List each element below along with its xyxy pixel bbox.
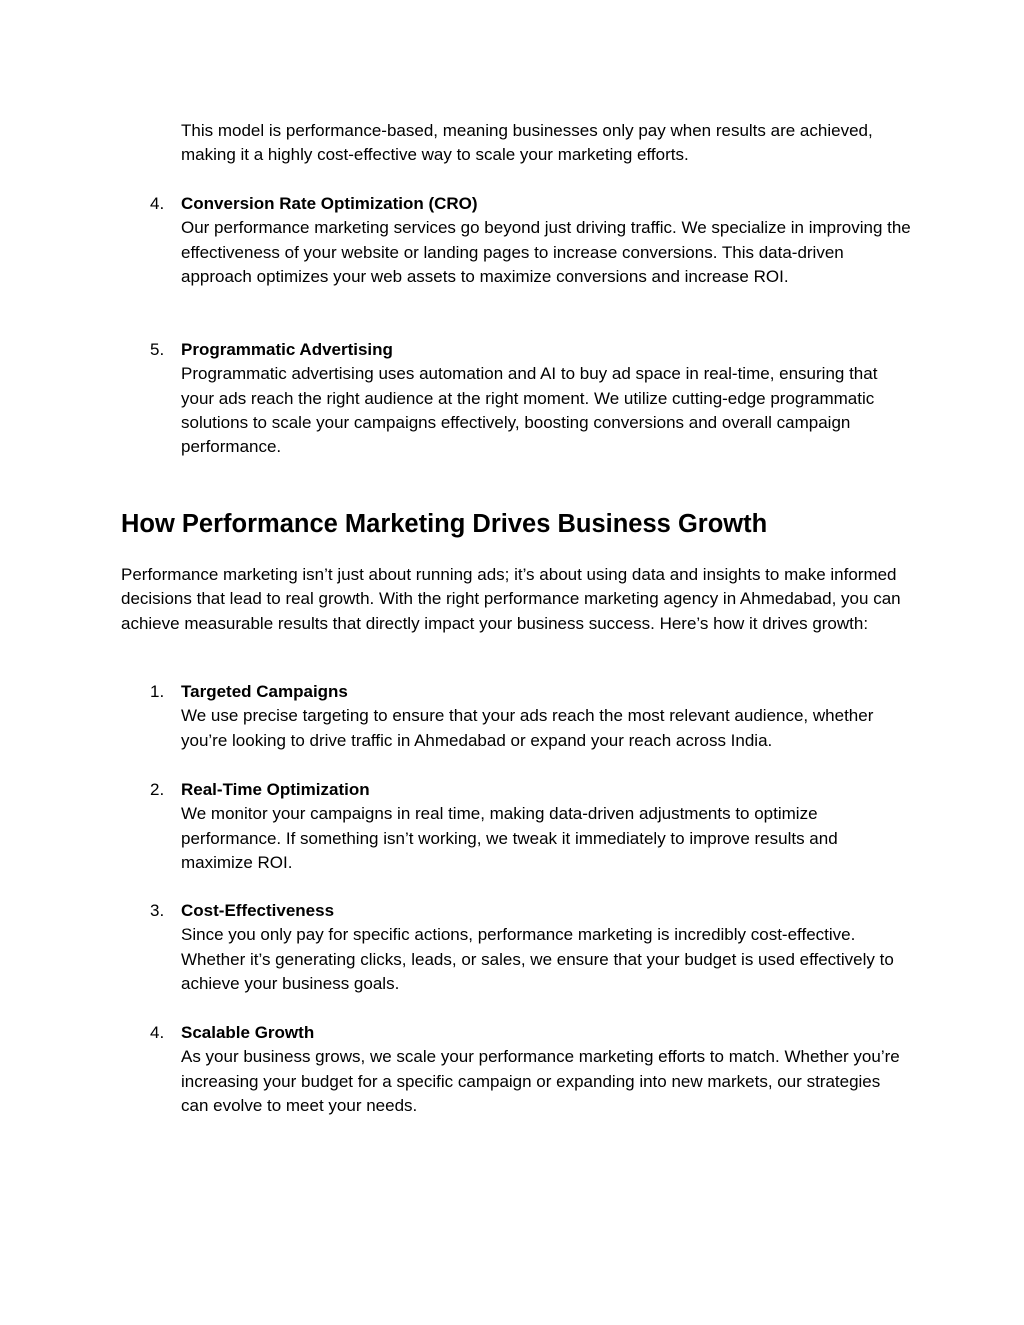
list-item-title: Programmatic Advertising xyxy=(181,340,393,359)
intro-continuation-paragraph: This model is performance-based, meaning businesses only pay when results are achieved, making it a highly cost-effective way to scale your marketing efforts. xyxy=(181,121,873,165)
list-item-title: Targeted Campaigns xyxy=(181,682,348,701)
list-item-title: Real-Time Optimization xyxy=(181,780,370,799)
list-item-body: As your business grows, we scale your performance marketing efforts to match. Whether you’re increasing your budget for a specific campaign or expanding into new markets, our strategies can evolve to meet your needs. xyxy=(181,1047,900,1115)
list-item-body: Our performance marketing services go beyond just driving traffic. We specialize in improving the effectiveness of your website or landing pages to increase conversions. This data-driven approach optimizes your web assets to maximize conversions and increase ROI. xyxy=(181,218,911,286)
list-item-targeted-campaigns xyxy=(181,680,911,753)
list-item-programmatic xyxy=(181,338,911,459)
list-item-body: We use precise targeting to ensure that your ads reach the most relevant audience, whether you’re looking to drive traffic in Ahmedabad or expand your reach across India. xyxy=(181,706,874,750)
list-number: 4. xyxy=(150,194,165,213)
list-item-body: Since you only pay for specific actions, performance marketing is incredibly cost-effective. Whether it’s generating clicks, leads, or sales, we ensure that your budget is used effectively to achieve your business goals. xyxy=(181,925,894,993)
list-item-title: Conversion Rate Optimization (CRO) xyxy=(181,194,478,213)
list-item-cost-effectiveness xyxy=(181,899,911,996)
section-intro-paragraph: Performance marketing isn’t just about running ads; it’s about using data and insights to make informed decisions that lead to real growth. With the right performance marketing agency in Ahmedabad, you can achieve measurable results that directly impact your business success. Here’s how it drives growth: xyxy=(121,565,901,633)
list-item-title: Scalable Growth xyxy=(181,1023,315,1042)
list-item-body: Programmatic advertising uses automation and AI to buy ad space in real-time, ensuring that your ads reach the right audience at the right moment. We utilize cutting-edge programmatic solutions to scale your campaigns effectively, boosting conversions and overall campaign performance. xyxy=(181,364,878,457)
list-item-title: Cost-Effectiveness xyxy=(181,901,335,920)
list-number: 1. xyxy=(150,682,165,701)
list-number: 4. xyxy=(150,1023,165,1042)
list-number: 2. xyxy=(150,780,165,799)
list-item-real-time-optimization xyxy=(181,778,911,875)
list-item-scalable-growth xyxy=(181,1021,911,1118)
list-number: 5. xyxy=(150,340,165,359)
section-heading: How Performance Marketing Drives Business Growth xyxy=(121,510,768,538)
list-item-body: We monitor your campaigns in real time, making data-driven adjustments to optimize performance. If something isn’t working, we tweak it immediately to improve results and maximize ROI. xyxy=(181,804,838,872)
list-item-cro xyxy=(181,192,911,289)
list-number: 3. xyxy=(150,901,165,920)
